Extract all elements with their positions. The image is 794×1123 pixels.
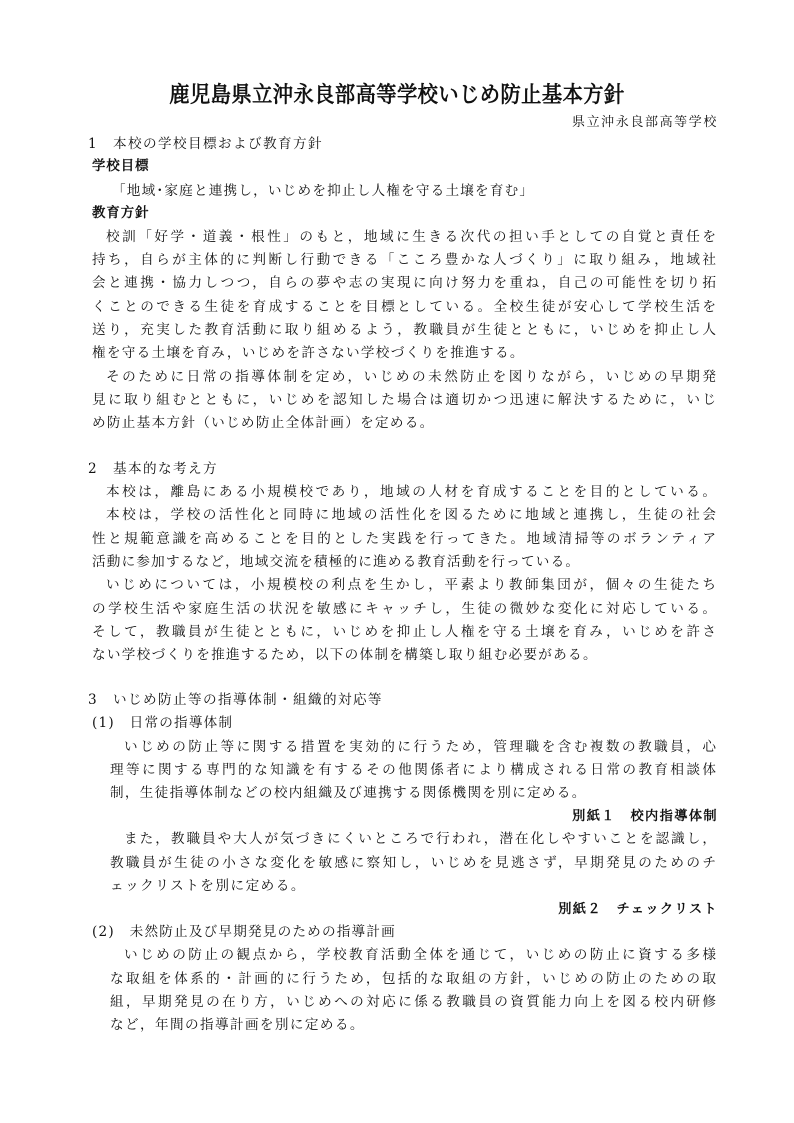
- paragraph-line: そして，教職員が生徒とともに，いじめを抑止し人権を守る土壌を育み，いじめを許さ: [92, 624, 716, 640]
- paragraph-line: いじめの防止の観点から，学校教育活動全体を通じて，いじめの防止に資する多様: [124, 947, 716, 963]
- policy-line: 会と連携・協力しつつ，自らの夢や志の実現に向け努力を重ね，自己の可能性を切り拓: [92, 275, 716, 291]
- policy-line: くことのできる生徒を育成することを目標としている。全校生徒が安心して学校生活を: [92, 299, 716, 315]
- paragraph-line: ェックリストを別に定める。: [110, 878, 306, 894]
- paragraph-line: 理等に関する専門的な知識を有するその他関係者により構成される日常の教育相談体: [110, 762, 716, 778]
- policy-line: そのために日常の指導体制を定め，いじめの未然防止を図りながら，いじめの早期発: [106, 369, 716, 385]
- paragraph-line: いじめの防止等に関する措置を実効的に行うため，管理職を含む複数の教職員，心: [124, 739, 716, 755]
- policy-line: 送り，充実した教育活動に取り組めるよう，教職員が生徒とともに，いじめを抑止し人: [92, 322, 716, 338]
- policy-line: 見に取り組むとともに，いじめを認知した場合は適切かつ迅速に解決するために，いじ: [92, 392, 716, 408]
- education-policy-label: 教育方針: [92, 206, 150, 221]
- paragraph-line: の学校生活や家庭生活の状況を敏感にキャッチし，生徒の微妙な変化に対応している。: [92, 601, 716, 617]
- school-goal-text: 「地域･家庭と連携し，いじめを抑止し人権を守る土壌を育む」: [112, 183, 535, 199]
- paragraph-line: 本校は，離島にある小規模校であり，地域の人材を育成することを目的としている。: [106, 484, 716, 500]
- subsection-2-heading: (2) 未然防止及び早期発見のための指導計画: [92, 924, 396, 940]
- school-name: 県立沖永良部高等学校: [571, 115, 718, 130]
- policy-line: 権を守る土壌を育み，いじめを許さない学校づくりを推進する。: [92, 345, 525, 361]
- paragraph-line: 本校は，学校の活性化と同時に地域の活性化を図るために地域と連携し，生徒の社会: [106, 507, 716, 523]
- document-title: 鹿児島県立沖永良部高等学校いじめ防止基本方針: [169, 83, 625, 108]
- section-2-heading: 2 基本的な考え方: [88, 461, 218, 477]
- paragraph-line: な取組を体系的・計画的に行うため，包括的な取組の方針，いじめの防止のための取: [110, 971, 716, 987]
- paragraph-line: 活動に参加するなど，地域交流を積極的に進める教育活動を行っている。: [92, 554, 581, 570]
- paragraph-line: 組，早期発見の在り方，いじめへの対応に係る教職員の資質能力向上を図る校内研修: [110, 994, 716, 1010]
- annex-2-label: 別紙２ チェックリスト: [558, 902, 718, 917]
- annex-1-label: 別紙１ 校内指導体制: [572, 809, 718, 824]
- section-1-heading: 1 本校の学校目標および教育方針: [88, 136, 323, 152]
- paragraph-line: また，教職員や大人が気づきにくいところで行われ，潜在化しやすいことを認識し，: [124, 831, 716, 847]
- paragraph-line: 性と規範意識を高めることを目的とした実践を行ってきた。地域清掃等のボランティア: [92, 531, 716, 547]
- policy-line: 校訓「好学・道義・根性」のもと，地域に生きる次代の担い手としての自覚と責任を: [106, 229, 716, 245]
- paragraph-line: 制，生徒指導体制などの校内組織及び連携する関係機関を別に定める。: [110, 785, 587, 801]
- paragraph-line: 教職員が生徒の小さな変化を敏感に察知し，いじめを見逃さず，早期発見のためのチ: [110, 855, 716, 871]
- paragraph-line: いじめについては，小規模校の利点を生かし，平素より教師集団が，個々の生徒たち: [106, 577, 716, 593]
- section-3-heading: 3 いじめ防止等の指導体制・組織的対応等: [88, 692, 383, 708]
- policy-line: め防止基本方針（いじめ防止全体計画）を定める。: [92, 415, 435, 431]
- school-goal-label: 学校目標: [92, 159, 150, 174]
- paragraph-line: など，年間の指導計画を別に定める。: [110, 1017, 365, 1033]
- subsection-1-heading: (1) 日常の指導体制: [92, 715, 234, 731]
- policy-line: 持ち，自らが主体的に判断し行動できる「こころ豊かな人づくり」に取り組み，地域社: [92, 252, 716, 268]
- paragraph-line: ない学校づくりを推進するため，以下の体制を構築し取り組む必要がある。: [92, 647, 598, 663]
